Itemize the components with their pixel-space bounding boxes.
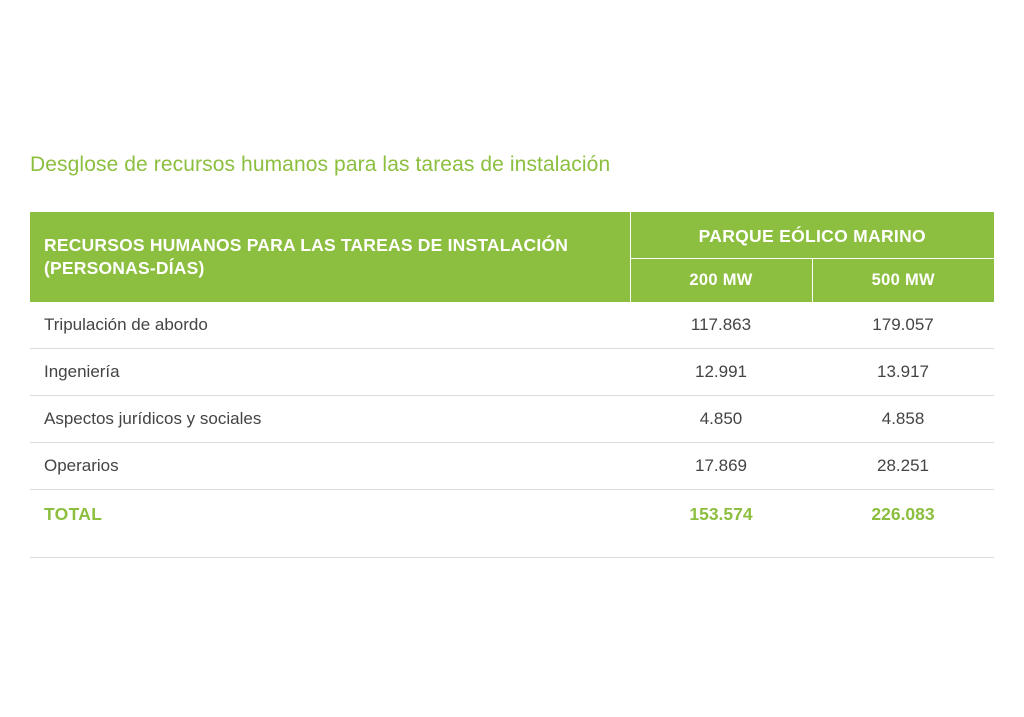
table-row <box>30 349 994 396</box>
row-value-200mw: 12.991 <box>630 349 812 396</box>
row-label: Tripulación de abordo <box>30 302 630 349</box>
header-col-200mw: 200 MW <box>630 259 812 303</box>
row-label: Aspectos jurídicos y sociales <box>30 396 630 443</box>
row-value-200mw: 4.850 <box>630 396 812 443</box>
total-value-500mw: 226.083 <box>871 504 935 524</box>
row-value-500mw: 179.057 <box>812 302 994 349</box>
row-value-500mw: 13.917 <box>812 349 994 396</box>
table-body <box>30 302 994 541</box>
table-row <box>30 443 994 490</box>
row-value-500mw: 28.251 <box>812 443 994 490</box>
row-value-200mw: 17.869 <box>630 443 812 490</box>
table-row <box>30 302 994 349</box>
header-group-label: PARQUE EÓLICO MARINO <box>630 212 994 259</box>
header-row-label: RECURSOS HUMANOS PARA LAS TAREAS DE INSTALACIÓN (PERSONAS-DÍAS) <box>30 212 630 302</box>
table-bottom-rule <box>30 557 994 558</box>
resources-table-container <box>30 212 994 541</box>
resources-table <box>30 212 994 541</box>
table-row <box>30 396 994 443</box>
table-header <box>30 212 994 302</box>
header-col-500mw: 500 MW <box>812 259 994 303</box>
table-header-row-top <box>30 212 994 259</box>
row-label: Ingeniería <box>30 349 630 396</box>
total-value-200mw: 153.574 <box>689 504 753 524</box>
row-value-200mw: 117.863 <box>630 302 812 349</box>
table-total-row <box>30 490 994 542</box>
row-label: Operarios <box>30 443 630 490</box>
row-value-500mw: 4.858 <box>812 396 994 443</box>
total-label: TOTAL <box>44 504 103 524</box>
page-title: Desglose de recursos humanos para las tareas de instalación <box>30 153 611 176</box>
